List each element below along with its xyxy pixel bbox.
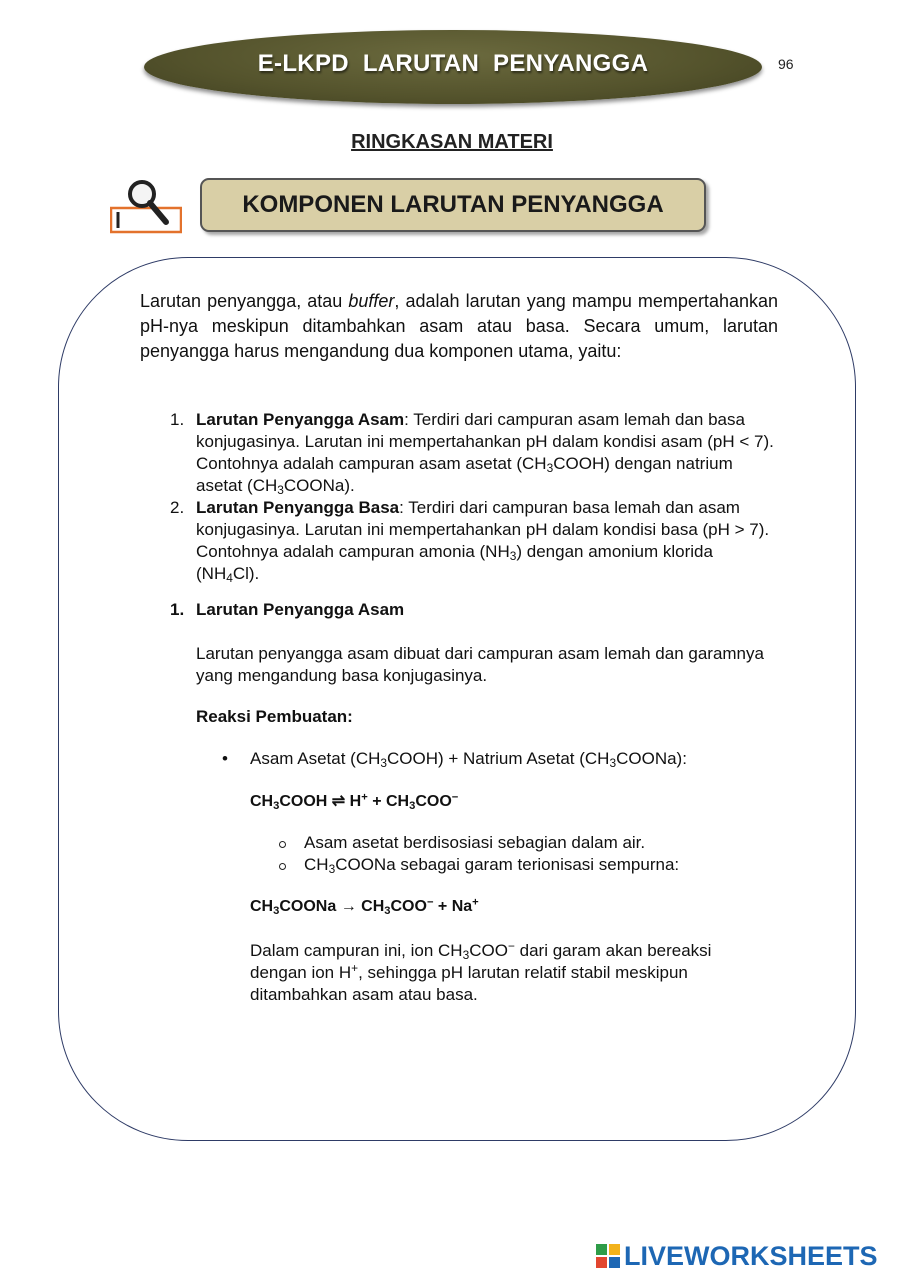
intro-paragraph bbox=[140, 289, 778, 364]
component-list bbox=[170, 409, 774, 585]
component-name: Larutan Penyangga Asam bbox=[196, 410, 405, 429]
reaction-heading: Reaksi Pembuatan: bbox=[196, 707, 353, 726]
subscript: 3 bbox=[277, 482, 284, 497]
magnifier-icon bbox=[110, 178, 182, 234]
list-number: 2. bbox=[170, 498, 185, 517]
subscript: 4 bbox=[226, 570, 233, 585]
component-description: COOH) dengan natrium asetat (CH bbox=[196, 454, 733, 495]
circle-bullet-icon bbox=[279, 841, 286, 848]
note-text: COONa sebagai garam terionisasi sempurna: bbox=[335, 855, 680, 874]
intro-text-continued: , adalah larutan yang mampu mempertahankan pH-nya meskipun ditambahkan asam atau basa. Secara umum, larutan penyangga harus mengandung dua komponen utama, yaitu: bbox=[140, 291, 779, 361]
topic-title: KOMPONEN LARUTAN PENYANGGA bbox=[242, 191, 664, 218]
list-item bbox=[170, 497, 774, 585]
heading-number: 1. bbox=[170, 600, 185, 619]
worksheet-title: E-LKPD LARUTAN PENYANGGA bbox=[257, 50, 649, 77]
bullet-text: Asam Asetat $(CH_3COOH)$ + Natrium Asetat $(CH_3COONa)$: bbox=[250, 749, 687, 770]
list-number: 1. bbox=[170, 410, 185, 429]
subscript: 3 bbox=[546, 460, 554, 475]
circle-bullet-icon bbox=[279, 863, 286, 870]
liveworksheets-logo[interactable] bbox=[596, 1240, 878, 1272]
note-text: Asam asetat berdisosiasi sebagian dalam air. bbox=[304, 833, 646, 852]
content-frame bbox=[58, 257, 856, 1141]
acid-buffer-description: Larutan penyangga asam dibuat dari campuran asam lemah dan garamnya yang mengandung basa konjugasinya. bbox=[196, 644, 764, 685]
component-description: : Terdiri dari campuran basa lemah dan asam konjugasinya. Larutan ini mempertahankan pH dalam kondisi basa (pH > 7). Contohnya adalah campuran amonia (NH bbox=[196, 498, 770, 561]
component-description: Cl). bbox=[232, 564, 260, 583]
logo-badge-icon bbox=[596, 1244, 620, 1268]
topic-box bbox=[200, 178, 706, 232]
bullet-icon: • bbox=[222, 749, 228, 768]
list-item bbox=[276, 832, 679, 854]
intro-italic-term: buffer bbox=[348, 291, 395, 311]
logo-text: LIVEWORKSHEETS bbox=[624, 1241, 878, 1271]
list-item bbox=[170, 409, 774, 497]
list-item: $CH_3COONa$ sebagai garam terionisasi sempurna: bbox=[276, 854, 679, 876]
subscript: 3 bbox=[509, 548, 517, 563]
intro-text: Larutan penyangga, atau bbox=[140, 291, 349, 311]
conclusion-paragraph: Dalam campuran ini, ion $CH_3COO^-$ dari garam akan bereaksi dengan ion H+, sehingga pH larutan relatif stabil meskipun ditambahkan asam atau basa. bbox=[250, 939, 712, 1004]
page-number: 96 bbox=[778, 56, 794, 72]
title-banner bbox=[144, 30, 762, 104]
equation-ionization: $CH_3COONa \to CH_3COO^- + Na^+$ bbox=[250, 896, 479, 917]
component-description: : Terdiri dari campuran asam lemah dan basa konjugasinya. Larutan ini mempertahankan pH dalam kondisi asam (pH < 7). Contohnya adalah campuran asam asetat (CH bbox=[196, 410, 774, 473]
acid-buffer-heading bbox=[170, 600, 404, 620]
component-description: COONa). bbox=[283, 476, 355, 495]
component-description: ) dengan amonium klorida (NH bbox=[196, 542, 713, 583]
heading-text: Larutan Penyangga Asam bbox=[196, 600, 405, 619]
note-text: CH bbox=[304, 855, 329, 874]
equation-dissociation: $CH_3COOH$ ⇌ $H^+ + CH_3COO^-$ bbox=[250, 791, 459, 812]
notes-list bbox=[276, 832, 679, 876]
component-name: Larutan Penyangga Basa bbox=[196, 498, 400, 517]
section-heading: RINGKASAN MATERI bbox=[351, 131, 553, 153]
